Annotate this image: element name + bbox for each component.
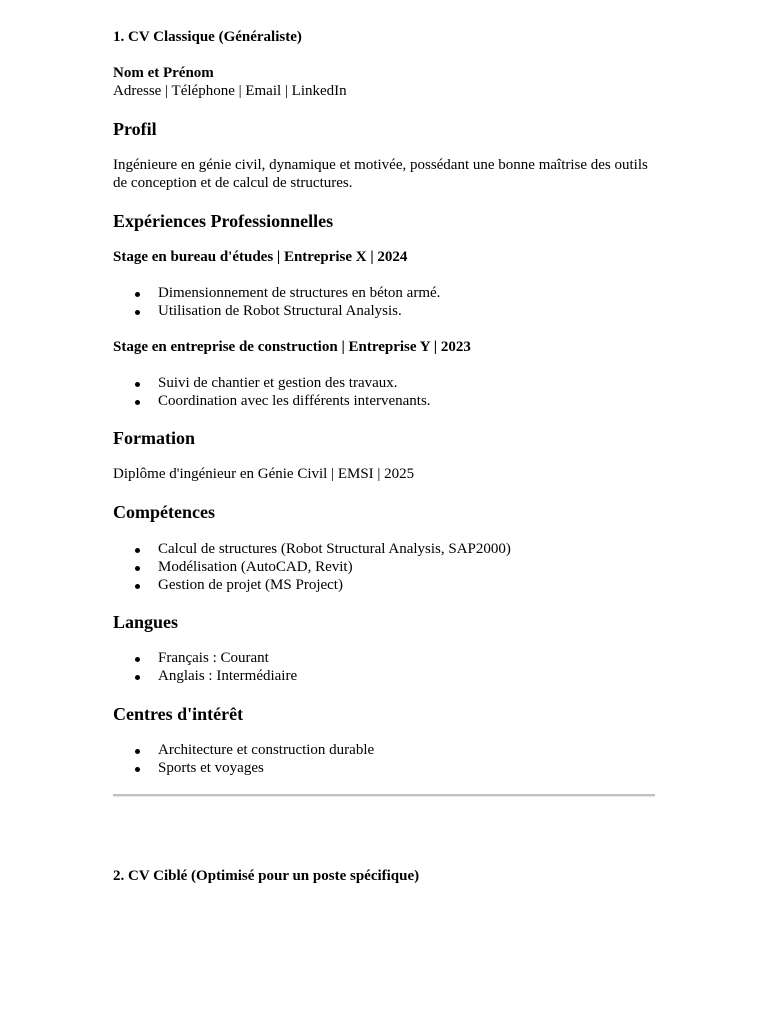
list-item: Suivi de chantier et gestion des travaux. (113, 374, 431, 392)
job-2-list (113, 374, 431, 410)
list-item: Français : Courant (113, 649, 297, 667)
list-item: Dimensionnement de structures en béton armé. (113, 284, 440, 302)
section-divider (113, 794, 655, 797)
list-item: Sports et voyages (113, 759, 374, 777)
list-item: Anglais : Intermédiaire (113, 667, 297, 685)
list-item: Gestion de projet (MS Project) (113, 576, 511, 594)
job-1-list (113, 284, 440, 320)
experience-heading: Expériences Professionnelles (113, 211, 334, 231)
cv1-name: Nom et Prénom (113, 65, 214, 81)
education-heading: Formation (113, 428, 195, 448)
languages-list (113, 649, 297, 685)
education-text: Diplôme d'ingénieur en Génie Civil | EMSI | 2025 (113, 466, 415, 482)
job-title-1: Stage en bureau d'études | Entreprise X | 2024 (113, 249, 408, 265)
cv1-contact: Adresse | Téléphone | Email | LinkedIn (113, 83, 347, 99)
profile-text: Ingénieure en génie civil, dynamique et motivée, possédant une bonne maîtrise des outils de conception et de calcul de structures. (113, 157, 648, 191)
interests-heading: Centres d'intérêt (113, 704, 244, 724)
list-item: Utilisation de Robot Structural Analysis. (113, 302, 440, 320)
cv1-title: 1. CV Classique (Généraliste) (113, 29, 302, 45)
languages-heading: Langues (113, 612, 179, 632)
skills-heading: Compétences (113, 502, 215, 522)
list-item: Modélisation (AutoCAD, Revit) (113, 558, 511, 576)
profile-heading: Profil (113, 119, 157, 139)
cv2-title: 2. CV Ciblé (Optimisé pour un poste spécifique) (113, 868, 420, 884)
list-item: Architecture et construction durable (113, 741, 374, 759)
list-item: Coordination avec les différents intervenants. (113, 392, 431, 410)
job-title-2: Stage en entreprise de construction | Entreprise Y | 2023 (113, 339, 471, 355)
list-item: Calcul de structures (Robot Structural Analysis, SAP2000) (113, 540, 511, 558)
interests-list (113, 741, 374, 777)
skills-list (113, 540, 511, 594)
